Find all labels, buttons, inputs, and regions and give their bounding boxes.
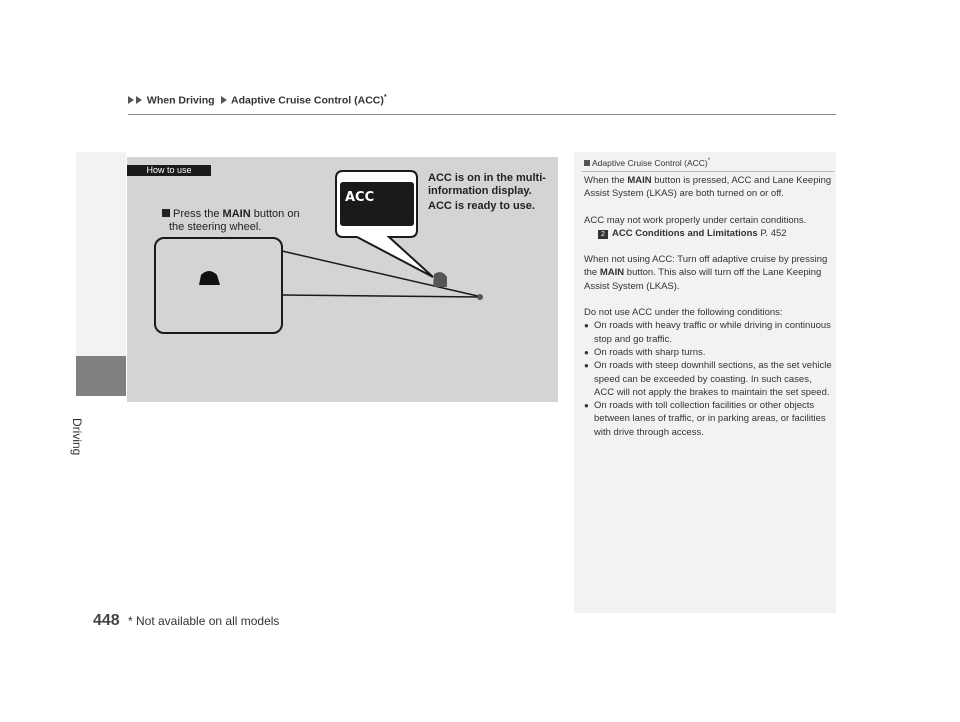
sidebar-body bbox=[584, 174, 832, 439]
info-sidebar bbox=[574, 152, 836, 613]
page-number: 448 bbox=[93, 612, 120, 629]
acc-display-text: ACC bbox=[345, 190, 375, 205]
callout-dot bbox=[477, 294, 483, 300]
press-main-bold: MAIN bbox=[222, 208, 251, 220]
how-to-use-tag: How to use bbox=[127, 165, 211, 176]
sidebar-rule bbox=[582, 171, 834, 172]
acc-caption-on: ACC is on in the multi-information display. bbox=[428, 172, 546, 197]
sidebar-title-text: Adaptive Cruise Control (ACC) bbox=[592, 158, 708, 168]
sidebar-paragraph bbox=[584, 214, 832, 241]
sidebar-paragraph bbox=[584, 253, 832, 293]
press-suffix: button on bbox=[253, 208, 300, 220]
asterisk-marker: * bbox=[707, 158, 711, 165]
sidebar-paragraph: Do not use ACC under the following conditions: bbox=[584, 307, 783, 319]
main-bold: MAIN bbox=[599, 267, 625, 279]
press-prefix: Press the bbox=[173, 208, 220, 220]
press-line-2: the steering wheel. bbox=[169, 221, 262, 233]
acc-caption-ready: ACC is ready to use. bbox=[428, 200, 535, 212]
breadcrumb-item-when-driving[interactable]: When Driving bbox=[146, 94, 215, 107]
reference-arrow-icon: 2 bbox=[598, 230, 608, 239]
text-span: ACC may not work properly under certain conditions. bbox=[584, 214, 807, 226]
breadcrumb-arrow-icon bbox=[221, 96, 227, 104]
callout-dot bbox=[434, 275, 446, 287]
cross-reference-link[interactable] bbox=[584, 228, 787, 239]
acc-caption bbox=[428, 172, 548, 213]
text-span: button is pressed, ACC and Lane Keeping Assist System (LKAS) are both turned on or off. bbox=[584, 175, 832, 200]
text-span: button. This also will turn off the Lane Keeping Assist System (LKAS). bbox=[584, 267, 822, 292]
side-tab-marker bbox=[76, 356, 126, 396]
callout-line bbox=[282, 295, 482, 297]
press-main-caption bbox=[162, 208, 300, 234]
text-span: When not using ACC: Turn off adaptive cruise by pressing the bbox=[584, 254, 828, 279]
breadcrumb-arrow-icon bbox=[136, 96, 142, 104]
callout-line bbox=[282, 251, 482, 297]
main-bold: MAIN bbox=[627, 175, 652, 186]
sidebar-title bbox=[584, 158, 710, 168]
sidebar-paragraph bbox=[584, 174, 832, 201]
footnote: * Not available on all models bbox=[128, 614, 280, 628]
list-item: ● On roads with sharp turns. bbox=[584, 346, 832, 359]
side-tab-label: Driving bbox=[70, 418, 84, 456]
text-span: When the bbox=[584, 175, 625, 186]
acc-figure bbox=[127, 157, 558, 402]
conditions-list bbox=[584, 319, 832, 439]
step-square-icon bbox=[162, 209, 170, 217]
header-rule bbox=[128, 114, 836, 115]
breadcrumb-item-acc[interactable]: Adaptive Cruise Control (ACC) bbox=[231, 94, 384, 107]
reference-title: ACC Conditions and Limitations bbox=[612, 227, 758, 239]
reference-page: P. 452 bbox=[760, 227, 787, 239]
asterisk-marker: * bbox=[383, 94, 387, 101]
list-item: ● On roads with steep downhill sections, as the set vehicle speed can be exceeded by coasting. In such cases, ACC will not apply the brakes to maintain the set speed. bbox=[584, 359, 832, 399]
breadcrumb-arrow-icon bbox=[128, 96, 134, 104]
side-tab-track bbox=[76, 152, 126, 356]
note-icon bbox=[584, 160, 590, 166]
list-item: ● On roads with toll collection facilities or other objects between lanes of traffic, or in parking areas, or facilities with drive through access. bbox=[584, 399, 832, 439]
breadcrumb bbox=[128, 94, 387, 107]
list-item: ● On roads with heavy traffic or while driving in continuous stop and go traffic. bbox=[584, 319, 832, 346]
steering-button-callout bbox=[155, 238, 282, 333]
